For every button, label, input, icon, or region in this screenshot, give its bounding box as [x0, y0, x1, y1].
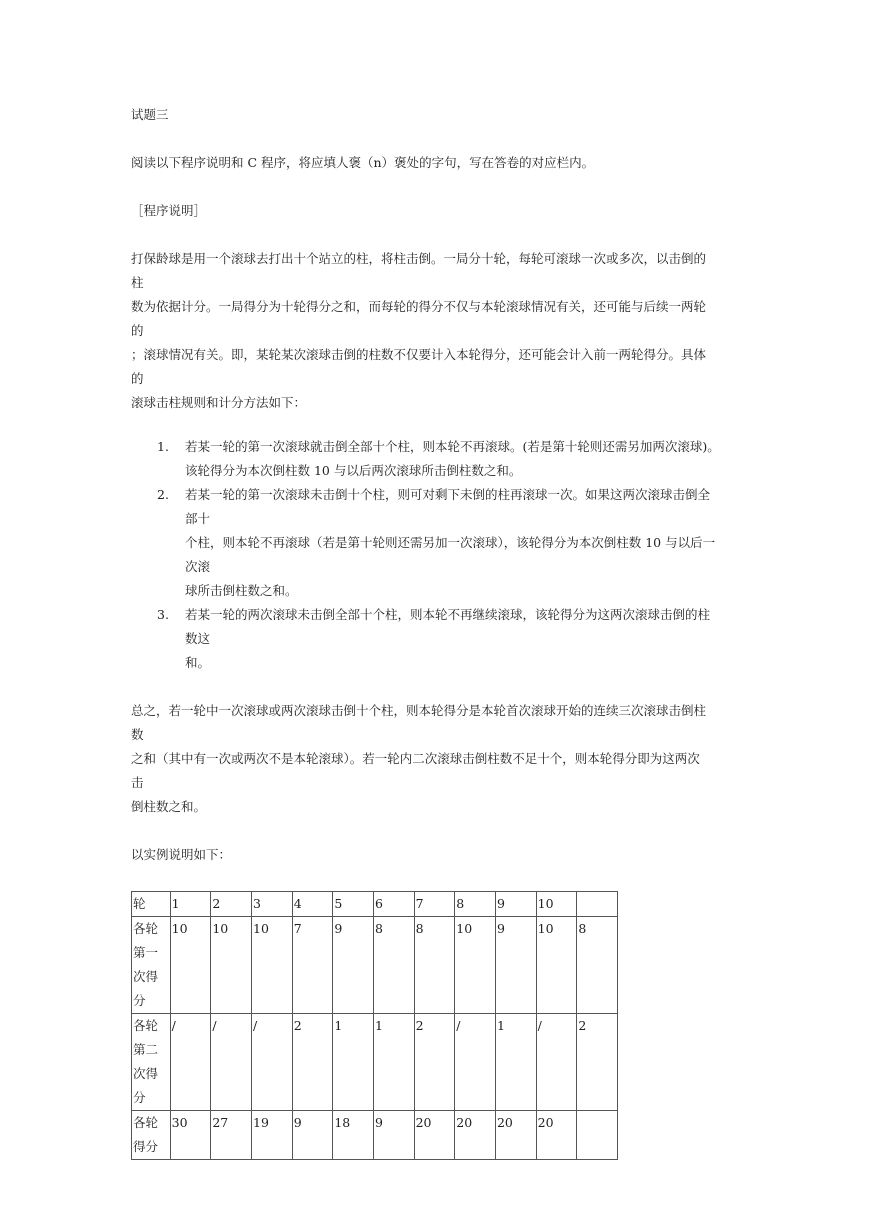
- text-line: 数为依据计分。一局得分为十轮得分之和，而每轮的得分不仅与本轮滚球情况有关，还可能与后续一两轮: [131, 299, 707, 314]
- table-cell: 10: [536, 917, 577, 1014]
- document-body: [131, 103, 743, 1160]
- table-cell: 8: [577, 917, 618, 1014]
- text-line: 若某一轮的第一次滚球未击倒十个柱，则可对剩下未倒的柱再滚球一次。如果这两次滚球击倒全: [185, 487, 711, 502]
- text-line: 滚球击柱规则和计分方法如下：: [131, 395, 307, 410]
- text-line: 倒柱数之和。: [131, 799, 207, 814]
- table-cell: [577, 892, 618, 917]
- text-line: 次滚: [185, 559, 211, 574]
- row-header-cell: [132, 1014, 171, 1111]
- table-cell: [577, 1111, 618, 1160]
- text-line: 数: [131, 727, 144, 742]
- table-cell: /: [252, 1014, 293, 1111]
- table-cell: 8: [414, 917, 455, 1014]
- table-cell: 4: [292, 892, 333, 917]
- table-cell: 1: [170, 892, 211, 917]
- rule-item: [131, 603, 743, 675]
- table-cell: 30: [170, 1111, 211, 1160]
- text-line: ；滚球情况有关。即，某轮某次滚球击倒的柱数不仅要计入本轮得分，还可能会计入前一两轮得分。具体: [131, 347, 707, 362]
- table-cell: 20: [536, 1111, 577, 1160]
- row-header-line: 轮: [133, 896, 146, 911]
- row-header-line: 得分: [133, 1139, 159, 1154]
- table-cell: 9: [495, 917, 536, 1014]
- table-cell: 1: [374, 1014, 415, 1111]
- table-cell: 9: [292, 1111, 333, 1160]
- table-cell: 10: [170, 917, 211, 1014]
- table-row: [132, 892, 618, 917]
- row-header-line: 各轮: [133, 1018, 159, 1033]
- row-header-cell: [132, 892, 171, 917]
- text-line: 该轮得分为本次倒柱数 10 与以后两次滚球所击倒柱数之和。: [185, 463, 522, 478]
- table-cell: 6: [374, 892, 415, 917]
- table-cell: 2: [414, 1014, 455, 1111]
- table-cell: 10: [455, 917, 496, 1014]
- table-cell: 20: [495, 1111, 536, 1160]
- row-header-cell: [132, 917, 171, 1014]
- table-cell: 19: [252, 1111, 293, 1160]
- row-header-line: 分: [133, 1090, 146, 1105]
- rule-item: [131, 435, 743, 483]
- table-cell: /: [455, 1014, 496, 1111]
- table-cell: 18: [333, 1111, 374, 1160]
- text-line: 之和（其中有一次或两次不是本轮滚球）。若一轮内二次滚球击倒柱数不足十个，则本轮得分即为这两次: [131, 751, 700, 766]
- table-cell: 9: [374, 1111, 415, 1160]
- table-row: [132, 1111, 618, 1160]
- summary-paragraph: [131, 699, 743, 819]
- table-cell: 7: [292, 917, 333, 1014]
- text-line: 球所击倒柱数之和。: [185, 583, 298, 598]
- table-cell: 10: [536, 892, 577, 917]
- row-header-line: 次得: [133, 1066, 159, 1081]
- text-line: 个柱，则本轮不再滚球（若是第十轮则还需另加一次滚球），该轮得分为本次倒柱数 10 与以后一: [185, 535, 716, 550]
- table-cell: 8: [455, 892, 496, 917]
- table-cell: 10: [211, 917, 252, 1014]
- table-cell: /: [536, 1014, 577, 1111]
- table-cell: 20: [455, 1111, 496, 1160]
- row-header-line: 第一: [133, 945, 159, 960]
- row-header-cell: [132, 1111, 171, 1160]
- table-cell: 9: [333, 917, 374, 1014]
- row-header-line: 分: [133, 993, 146, 1008]
- table-cell: /: [170, 1014, 211, 1111]
- table-cell: 20: [414, 1111, 455, 1160]
- score-table: [131, 891, 618, 1160]
- table-cell: 9: [495, 892, 536, 917]
- text-line: 若某一轮的两次滚球未击倒全部十个柱，则本轮不再继续滚球，该轮得分为这两次滚球击倒的柱: [185, 607, 711, 622]
- text-line: 柱: [131, 275, 144, 290]
- text-line: 部十: [185, 511, 211, 526]
- table-cell: 1: [495, 1014, 536, 1111]
- table-cell: 2: [211, 892, 252, 917]
- table-cell: 8: [374, 917, 415, 1014]
- table-row: [132, 917, 618, 1014]
- table-cell: 2: [292, 1014, 333, 1111]
- table-cell: 10: [252, 917, 293, 1014]
- rule-item: [131, 483, 743, 603]
- table-cell: 27: [211, 1111, 252, 1160]
- rule-number: 3.: [157, 607, 169, 622]
- row-header-line: 各轮: [133, 921, 159, 936]
- example-intro: 以实例说明如下：: [131, 847, 232, 862]
- rule-number: 2.: [157, 487, 169, 502]
- intro-paragraph: [131, 247, 743, 415]
- rules-list: [131, 435, 743, 675]
- table-cell: 2: [577, 1014, 618, 1111]
- text-line: 若某一轮的第一次滚球就击倒全部十个柱，则本轮不再滚球。(若是第十轮则还需另加两次滚球)。: [185, 439, 720, 454]
- table-cell: /: [211, 1014, 252, 1111]
- table-cell: 3: [252, 892, 293, 917]
- table-cell: 1: [333, 1014, 374, 1111]
- text-line: 打保龄球是用一个滚球去打出十个站立的柱，将柱击倒。一局分十轮，每轮可滚球一次或多次，以击倒的: [131, 251, 707, 266]
- text-line: 的: [131, 371, 144, 386]
- table-cell: 5: [333, 892, 374, 917]
- row-header-line: 次得: [133, 969, 159, 984]
- instruction-text: 阅读以下程序说明和 C 程序，将应填人褒（n）褒处的字句，写在答卷的对应栏内。: [131, 155, 595, 170]
- row-header-line: 各轮: [133, 1115, 159, 1130]
- row-header-line: 第二: [133, 1042, 159, 1057]
- text-line: 数这: [185, 631, 211, 646]
- text-line: 的: [131, 323, 144, 338]
- text-line: 总之，若一轮中一次滚球或两次滚球击倒十个柱，则本轮得分是本轮首次滚球开始的连续三次滚球击倒柱: [131, 703, 707, 718]
- text-line: 和。: [185, 655, 211, 670]
- table-cell: 7: [414, 892, 455, 917]
- rule-number: 1.: [157, 439, 169, 454]
- text-line: 击: [131, 775, 144, 790]
- section-heading: ［程序说明］: [131, 203, 207, 218]
- table-row: [132, 1014, 618, 1111]
- question-title: 试题三: [131, 107, 169, 122]
